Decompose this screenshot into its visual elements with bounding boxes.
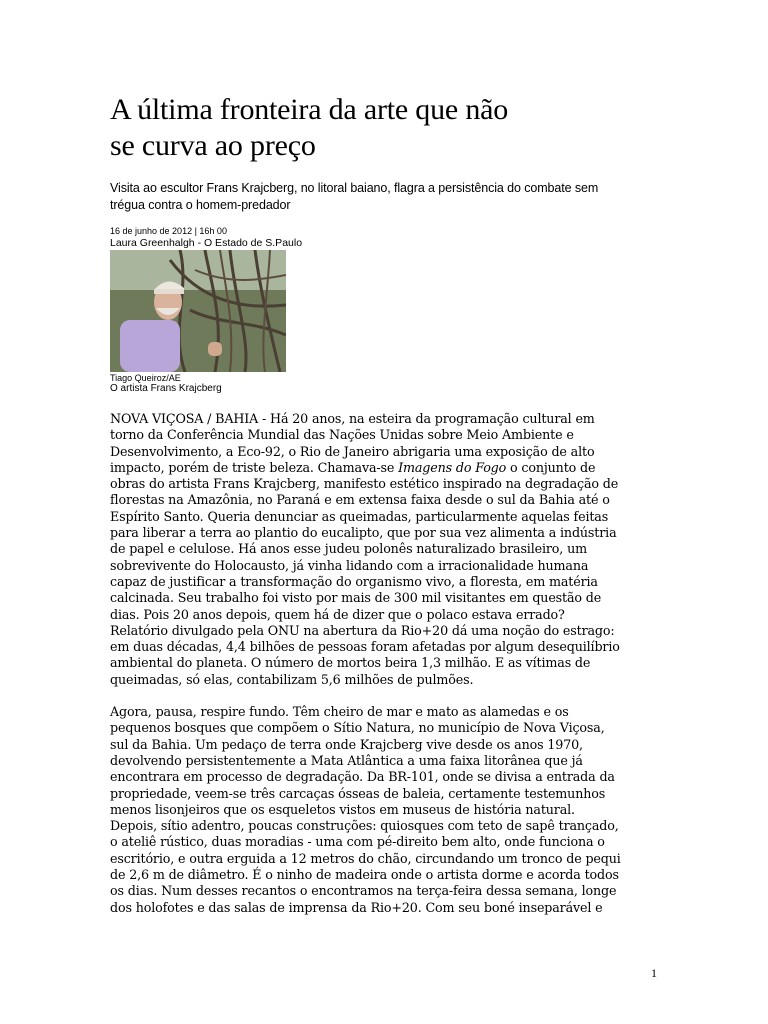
text-line: Desenvolvimento, a Eco-92, o Rio de Janeiro abrigaria uma exposição de alto <box>110 443 595 459</box>
text-line: o ateliê rústico, duas moradias - uma com pé-direito bem alto, onde funciona o <box>110 834 605 850</box>
photo-caption: O artista Frans Krajcberg <box>110 383 222 394</box>
text-line: queimadas, só elas, contabilizam 5,6 milhões de pulmões. <box>110 671 474 687</box>
text-line <box>110 460 658 476</box>
text-line: torno da Conferência Mundial das Nações Unidas sobre Meio Ambiente e <box>110 427 574 443</box>
artist-photo <box>110 250 286 372</box>
text-line: propriedade, veem-se três carcaças ósseas de baleia, certamente testemunhos <box>110 785 606 801</box>
text-line: obras do artista Frans Krajcberg, manifesto estético inspirado na degradação de <box>110 476 619 492</box>
dateline: 16 de junho de 2012 | 16h 00 <box>110 226 227 236</box>
page-number: 1 <box>651 966 657 980</box>
headline-line: A última fronteira da arte que não <box>110 93 509 126</box>
text-line: menos lisonjeiros que os esqueletos vistos em museus de história natural. <box>110 801 575 817</box>
text-segment: impacto, porém de triste beleza. Chamava-se <box>110 459 399 475</box>
text-line: Espírito Santo. Queria denunciar as queimadas, particularmente aquelas feitas <box>110 508 609 524</box>
text-line: Relatório divulgado pela ONU na abertura da Rio+20 dá uma noção do estrago: <box>110 622 615 638</box>
subheadline-line: Visita ao escultor Frans Krajcberg, no litoral baiano, flagra a persistência do combate sem <box>110 181 599 195</box>
text-line: pequenos bosques que compõem o Sítio Natura, no município de Nova Viçosa, <box>110 720 605 736</box>
text-line: calcinada. Seu trabalho foi visto por mais de 300 mil visitantes em questão de <box>110 590 602 606</box>
byline: Laura Greenhalgh - O Estado de S.Paulo <box>110 237 303 249</box>
text-segment: o conjunto de <box>506 459 596 475</box>
text-line: NOVA VIÇOSA / BAHIA - Há 20 anos, na esteira da programação cultural em <box>110 411 595 426</box>
text-line: capaz de justificar a transformação do organismo vivo, a floresta, em matéria <box>110 573 598 589</box>
text-line: Agora, pausa, respire fundo. Têm cheiro de mar e mato as alamedas e os <box>110 704 569 720</box>
subheadline-line: trégua contra o homem-predador <box>110 198 291 212</box>
text-line: os dias. Num desses recantos o encontramos na terça-feira dessa semana, longe <box>110 883 617 899</box>
text-line: escritório, e outra erguida a 12 metros do chão, circundando um tronco de pequi <box>110 850 621 866</box>
text-line: sobrevivente do Holocausto, já vinha lidando com a irracionalidade humana <box>110 557 589 573</box>
text-line: para liberar a terra ao plantio do eucalipto, que por sua vez alimenta a indústria <box>110 525 617 541</box>
photo-credit: Tiago Queiroz/AE <box>110 373 181 383</box>
text-line: florestas na Amazônia, no Paraná e em extensa faixa desde o sul da Bahia até o <box>110 492 610 508</box>
text-line: dias. Pois 20 anos depois, quem há de dizer que o polaco estava errado? <box>110 606 565 622</box>
paragraph-2 <box>110 704 658 916</box>
text-line: de papel e celulose. Há anos esse judeu polonês naturalizado brasileiro, um <box>110 541 587 557</box>
exhibition-title: Imagens do Fogo <box>398 459 507 475</box>
text-line: ambiental do planeta. O número de mortos beira 1,3 milhão. E as vítimas de <box>110 655 591 671</box>
text-line: dos holofotes e das salas de imprensa da Rio+20. Com seu boné inseparável e <box>110 899 603 915</box>
text-line: Depois, sítio adentro, poucas construções: quiosques com teto de sapê trançado, <box>110 818 619 834</box>
headline <box>110 92 658 164</box>
subheadline <box>110 180 658 214</box>
text-line: sul da Bahia. Um pedaço de terra onde Krajcberg vive desde os anos 1970, <box>110 736 583 752</box>
text-line: encontrara em processo de degradação. Da BR-101, onde se divisa a entrada da <box>110 769 615 785</box>
paragraph-1 <box>110 411 658 688</box>
text-line: em duas décadas, 4,4 bilhões de pessoas foram afetadas por algum desequilíbrio <box>110 639 620 655</box>
headline-line: se curva ao preço <box>110 129 316 162</box>
text-line: devolvendo persistentemente a Mata Atlântica a uma faixa litorânea que já <box>110 752 583 768</box>
article <box>110 92 658 916</box>
text-line: de 2,6 m de diâmetro. É o ninho de madeira onde o artista dorme e acorda todos <box>110 867 619 883</box>
